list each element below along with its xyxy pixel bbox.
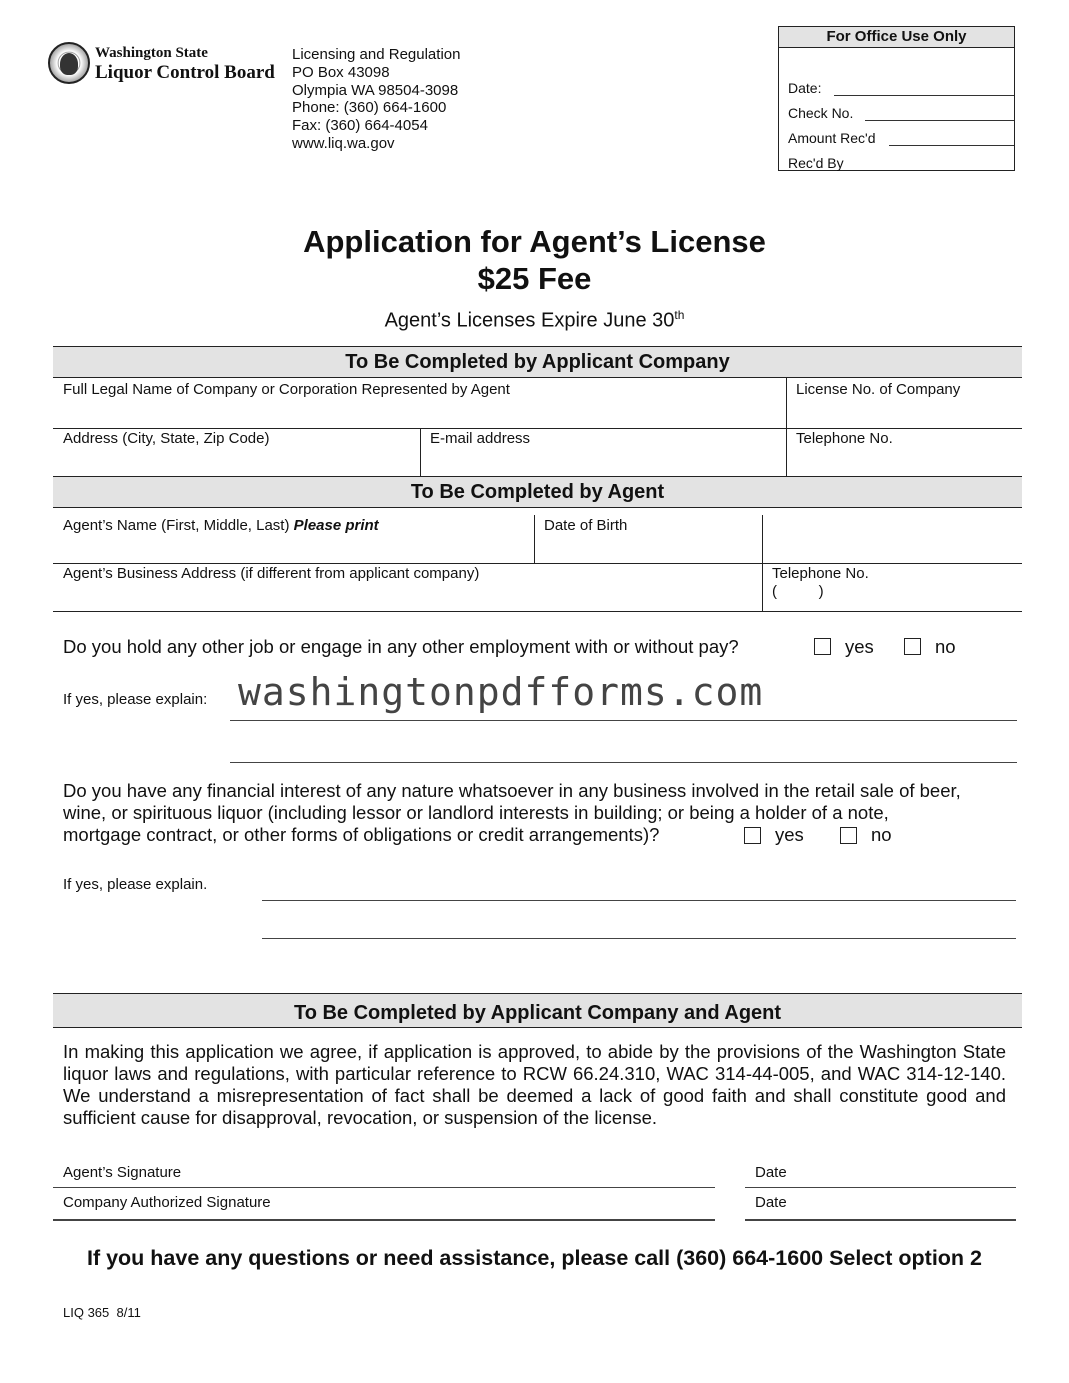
office-date-line[interactable]	[834, 95, 1014, 96]
explain-2-line-2[interactable]	[262, 938, 1016, 939]
section-company-and-agent-title: To Be Completed by Applicant Company and Agent	[53, 993, 1022, 1028]
company-telephone-label: Telephone No.	[796, 430, 893, 447]
office-use-title: For Office Use Only	[779, 27, 1014, 48]
explain-1-label: If yes, please explain:	[63, 691, 208, 708]
column-divider	[420, 428, 421, 476]
agency-address	[292, 46, 460, 153]
company-signature-date-label: Date	[755, 1194, 787, 1211]
address-line: Olympia WA 98504-3098	[292, 81, 459, 99]
section-agent-title: To Be Completed by Agent	[53, 476, 1022, 508]
agent-dob-label: Date of Birth	[544, 517, 628, 534]
employment-yes-label: yes	[845, 636, 874, 657]
explain-2-label: If yes, please explain.	[63, 876, 208, 893]
financial-no-label: no	[871, 824, 892, 845]
financial-interest-question-line-2: wine, or spirituous liquor (including lessor or landlord interests in building; or being a holder of a note,	[63, 802, 889, 823]
explain-2-line-1[interactable]	[262, 900, 1016, 901]
company-name-label: Full Legal Name of Company or Corporation Represented by Agent	[63, 381, 510, 398]
agent-signature-date-label: Date	[755, 1164, 787, 1181]
employment-no-label: no	[935, 636, 956, 657]
agent-name-label: Agent’s Name (First, Middle, Last) Please print	[63, 517, 379, 534]
agent-telephone-label: Telephone No.	[772, 565, 869, 582]
address-line: Fax: (360) 664-4054	[292, 117, 428, 135]
address-line: Phone: (360) 664-1600	[292, 99, 447, 117]
form-fee: $25 Fee	[477, 261, 592, 296]
financial-yes-checkbox[interactable]	[744, 827, 761, 844]
company-license-label: License No. of Company	[796, 381, 961, 398]
form-number: LIQ 365 8/11	[63, 1305, 141, 1320]
office-check-line[interactable]	[865, 120, 1014, 121]
office-use-box	[778, 26, 1015, 171]
agreement-paragraph: In making this application we agree, if application is approved, to abide by the provisions of the Washington State liquor laws and regulations, with particular reference to RCW 66.24.310, WAC 314-44-005, and WAC 314-12-140. We understand a misrepresentation of fact shall be deemed a lack of good faith and shall constitute good and sufficient cause for disapproval, revocation, or suspension of the license.	[63, 1041, 1006, 1128]
office-recd-by-label: Rec'd By	[788, 155, 844, 171]
company-date-line[interactable]	[745, 1219, 1016, 1221]
employment-no-checkbox[interactable]	[904, 638, 921, 655]
logo-line-1: Washington State	[95, 45, 208, 61]
section-applicant-company-title: To Be Completed by Applicant Company	[53, 346, 1022, 378]
company-signature-line[interactable]	[53, 1219, 715, 1221]
explain-1-line-2[interactable]	[230, 762, 1017, 763]
agent-date-line[interactable]	[745, 1187, 1016, 1188]
row-divider	[53, 428, 1022, 429]
agent-telephone-area-code: ( )	[772, 583, 824, 600]
office-check-label: Check No.	[788, 105, 854, 121]
form-title: Application for Agent’s License	[303, 224, 766, 259]
company-email-label: E-mail address	[430, 430, 531, 447]
row-divider	[53, 611, 1022, 612]
agent-signature-line[interactable]	[53, 1187, 715, 1188]
agent-signature-label: Agent’s Signature	[63, 1164, 182, 1181]
financial-yes-label: yes	[775, 824, 804, 845]
office-amount-line[interactable]	[889, 145, 1014, 146]
state-seal-icon	[48, 42, 90, 84]
expiration-note: Agent’s Licenses Expire June 30th	[384, 308, 685, 332]
watermark-text: washingtonpdfforms.com	[238, 670, 764, 714]
employment-yes-checkbox[interactable]	[814, 638, 831, 655]
explain-1-line-1[interactable]	[230, 720, 1017, 721]
financial-interest-question-line-1: Do you have any financial interest of any nature whatsoever in any business involved in the retail sale of beer,	[63, 780, 961, 801]
financial-interest-question-line-3: mortgage contract, or other forms of obligations or credit arrangements)?	[63, 824, 660, 845]
agent-business-address-label: Agent’s Business Address (if different from applicant company)	[63, 565, 480, 582]
address-line: www.liq.wa.gov	[292, 134, 395, 152]
logo-line-2: Liquor Control Board	[95, 62, 275, 83]
help-contact-note: If you have any questions or need assistance, please call (360) 664-1600 Select option 2	[86, 1246, 982, 1270]
address-line: PO Box 43098	[292, 63, 390, 81]
other-employment-question: Do you hold any other job or engage in any other employment with or without pay?	[63, 636, 739, 657]
office-amount-label: Amount Rec'd	[788, 130, 876, 146]
row-divider	[53, 563, 1022, 564]
column-divider	[786, 378, 787, 476]
office-date-label: Date:	[788, 80, 822, 96]
column-divider	[534, 515, 535, 563]
company-address-label: Address (City, State, Zip Code)	[63, 430, 270, 447]
lcb-logo	[48, 42, 278, 88]
address-line: Licensing and Regulation	[292, 46, 461, 63]
financial-no-checkbox[interactable]	[840, 827, 857, 844]
company-signature-label: Company Authorized Signature	[63, 1194, 271, 1211]
